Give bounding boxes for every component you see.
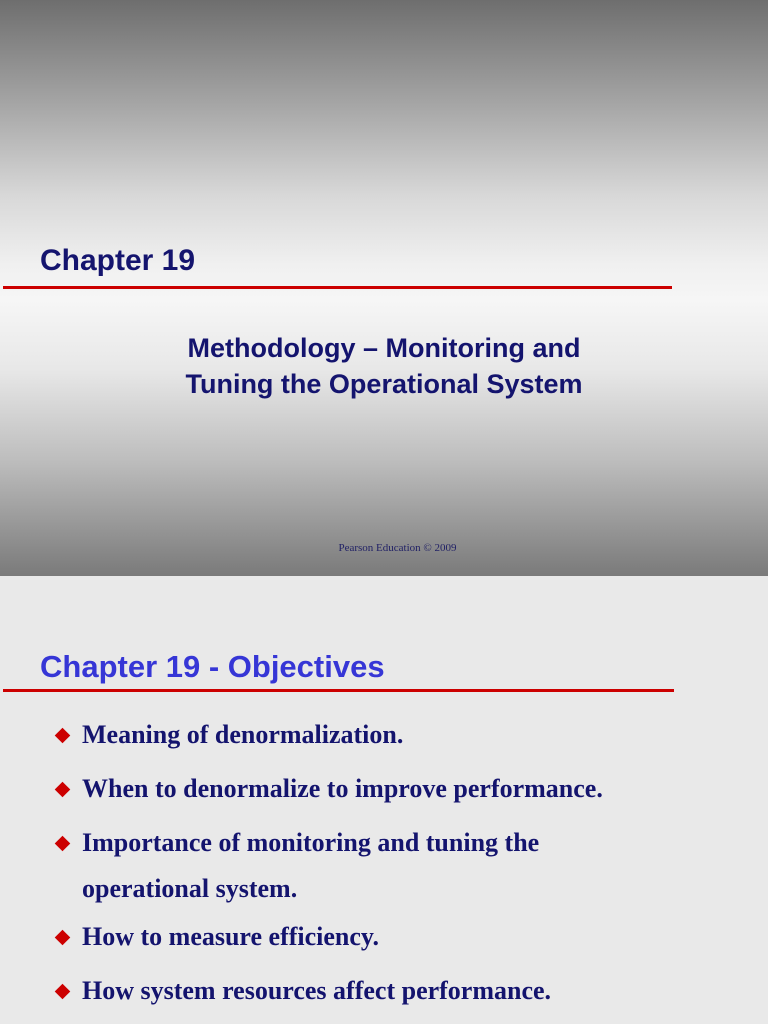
chapter-title: Chapter 19: [40, 244, 196, 277]
bullet-text: How system resources affect performance.: [82, 976, 552, 1005]
objectives-slide: [0, 576, 768, 1024]
list-item: [0, 820, 603, 912]
bullet-text: Meaning of denormalization.: [82, 720, 404, 749]
bullet-text: Importance of monitoring and tuning the: [82, 828, 540, 857]
bullet-text-continued: operational system.: [82, 874, 298, 903]
title-underline: [3, 286, 672, 289]
subtitle-line-1: Methodology – Monitoring and: [187, 333, 581, 363]
objectives-list: [0, 718, 603, 1024]
bullet-text: When to denormalize to improve performance.: [82, 774, 603, 803]
diamond-bullet-icon: [55, 836, 71, 852]
list-item: [0, 974, 603, 1008]
subtitle-line-2: Tuning the Operational System: [185, 369, 583, 399]
list-item: [0, 920, 603, 954]
diamond-bullet-icon: [55, 782, 71, 798]
list-item: [0, 772, 603, 806]
objectives-title: Chapter 19 - Objectives: [40, 649, 385, 684]
diamond-bullet-icon: [55, 930, 71, 946]
objectives-underline: [3, 689, 674, 692]
slide-subtitle: [0, 330, 768, 402]
copyright-footer: Pearson Education © 2009: [338, 542, 457, 554]
diamond-bullet-icon: [55, 728, 71, 744]
list-item: [0, 718, 603, 752]
diamond-bullet-icon: [55, 984, 71, 1000]
bullet-text: How to measure efficiency.: [82, 922, 379, 951]
